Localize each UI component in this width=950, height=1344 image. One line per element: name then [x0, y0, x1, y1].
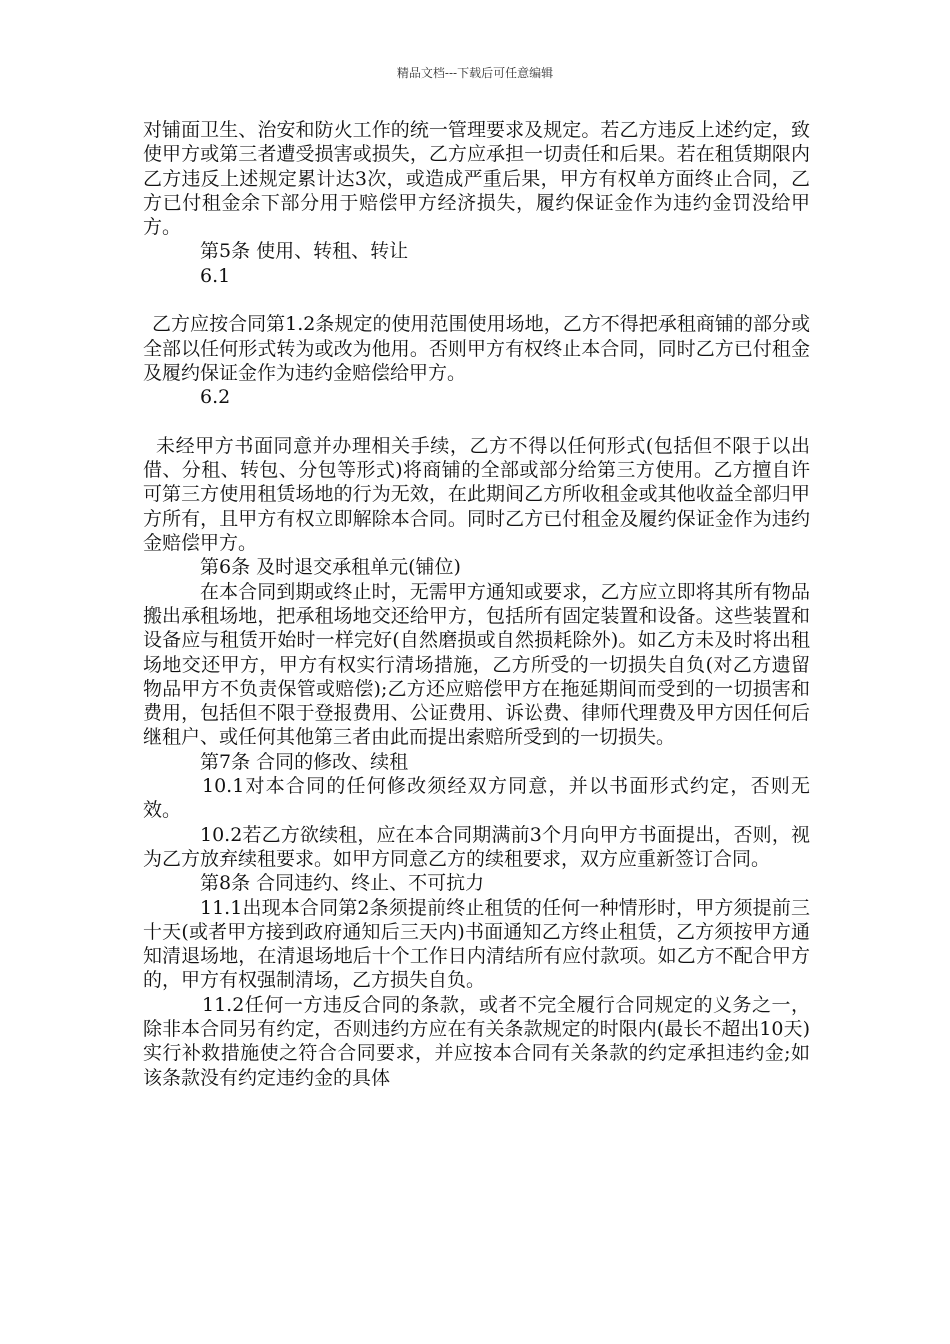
paragraph-return-premises: 在本合同到期或终止时，无需甲方通知或要求，乙方应立即将其所有物品搬出承租场地，把承租场地交还给甲方，包括所有固定装置和设备。这些装置和设备应与租赁开始时一样完好(自然磨损或自然损耗除外)。如乙方未及时将出租场地交还甲方，甲方有权实行清场措施，乙方所受的一切损失自负(对乙方遗留物品甲方不负责保管或赔偿);乙方还应赔偿甲方在拖延期间而受到的一切损害和费用，包括但不限于登报费用、公证费用、诉讼费、律师代理费及甲方因任何后继租户、或任何其他第三者由此而提出索赔所受到的一切损失。: [143, 580, 810, 749]
paragraph-6-1: 乙方应按合同第1.2条规定的使用范围使用场地，乙方不得把承租商铺的部分或全部以任何形式转为或改为他用。否则甲方有权终止本合同，同时乙方已付租金及履约保证金作为违约金赔偿给甲方。: [143, 313, 810, 384]
paragraph-11-2: 11.2任何一方违反合同的条款，或者不完全履行合同规定的义务之一，除非本合同另有约定，否则违约方应在有关条款规定的时限内(最长不超出10天)实行补救措施使之符合合同要求，并应按本合同有关条款的约定承担违约金;如该条款没有约定违约金的具体: [143, 993, 810, 1089]
page-header: 精品文档---下载后可任意编辑: [396, 66, 554, 80]
paragraph-6-2: 未经甲方书面同意并办理相关手续，乙方不得以任何形式(包括但不限于以出借、分租、转包、分包等形式)将商铺的全部或部分给第三方使用。乙方擅自许可第三方使用租赁场地的行为无效，在此期间乙方所收租金或其他收益全部归甲方所有，且甲方有权立即解除本合同。同时乙方已付租金及履约保证金作为违约金赔偿甲方。: [143, 434, 810, 555]
clause-number-6-2: 6.2: [200, 386, 231, 409]
document-body: [143, 118, 810, 1090]
paragraph-hygiene-security: 对铺面卫生、治安和防火工作的统一管理要求及规定。若乙方违反上述约定，致使甲方或第三者遭受损害或损失，乙方应承担一切责任和后果。若在租赁期限内乙方违反上述规定累计达3次，或造成严重后果，甲方有权单方面终止合同，乙方已付租金余下部分用于赔偿甲方经济损失，履约保证金作为违约金罚没给甲方。: [143, 119, 810, 239]
paragraph-10-1: 10.1对本合同的任何修改须经双方同意，并以书面形式约定，否则无效。: [143, 775, 810, 822]
blank-line: [143, 410, 810, 434]
article-7-heading: 第7条 合同的修改、续租: [200, 750, 409, 773]
article-5-heading: 第5条 使用、转租、转让: [200, 240, 409, 263]
clause-number-6-1: 6.1: [200, 264, 231, 287]
blank-line: [143, 288, 810, 312]
article-6-heading: 第6条 及时退交承租单元(铺位): [200, 556, 461, 579]
paragraph-10-2: 10.2若乙方欲续租，应在本合同期满前3个月向甲方书面提出，否则，视为乙方放弃续租要求。如甲方同意乙方的续租要求，双方应重新签订合同。: [143, 823, 810, 870]
paragraph-11-1: 11.1出现本合同第2条须提前终止租赁的任何一种情形时，甲方须提前三十天(或者甲方接到政府通知后三天内)书面通知乙方终止租赁，乙方须按甲方通知清退场地，在清退场地后十个工作日内清结所有应付款项。如乙方不配合甲方的，甲方有权强制清场，乙方损失自负。: [143, 896, 810, 992]
article-8-heading: 第8条 合同违约、终止、不可抗力: [200, 872, 485, 895]
